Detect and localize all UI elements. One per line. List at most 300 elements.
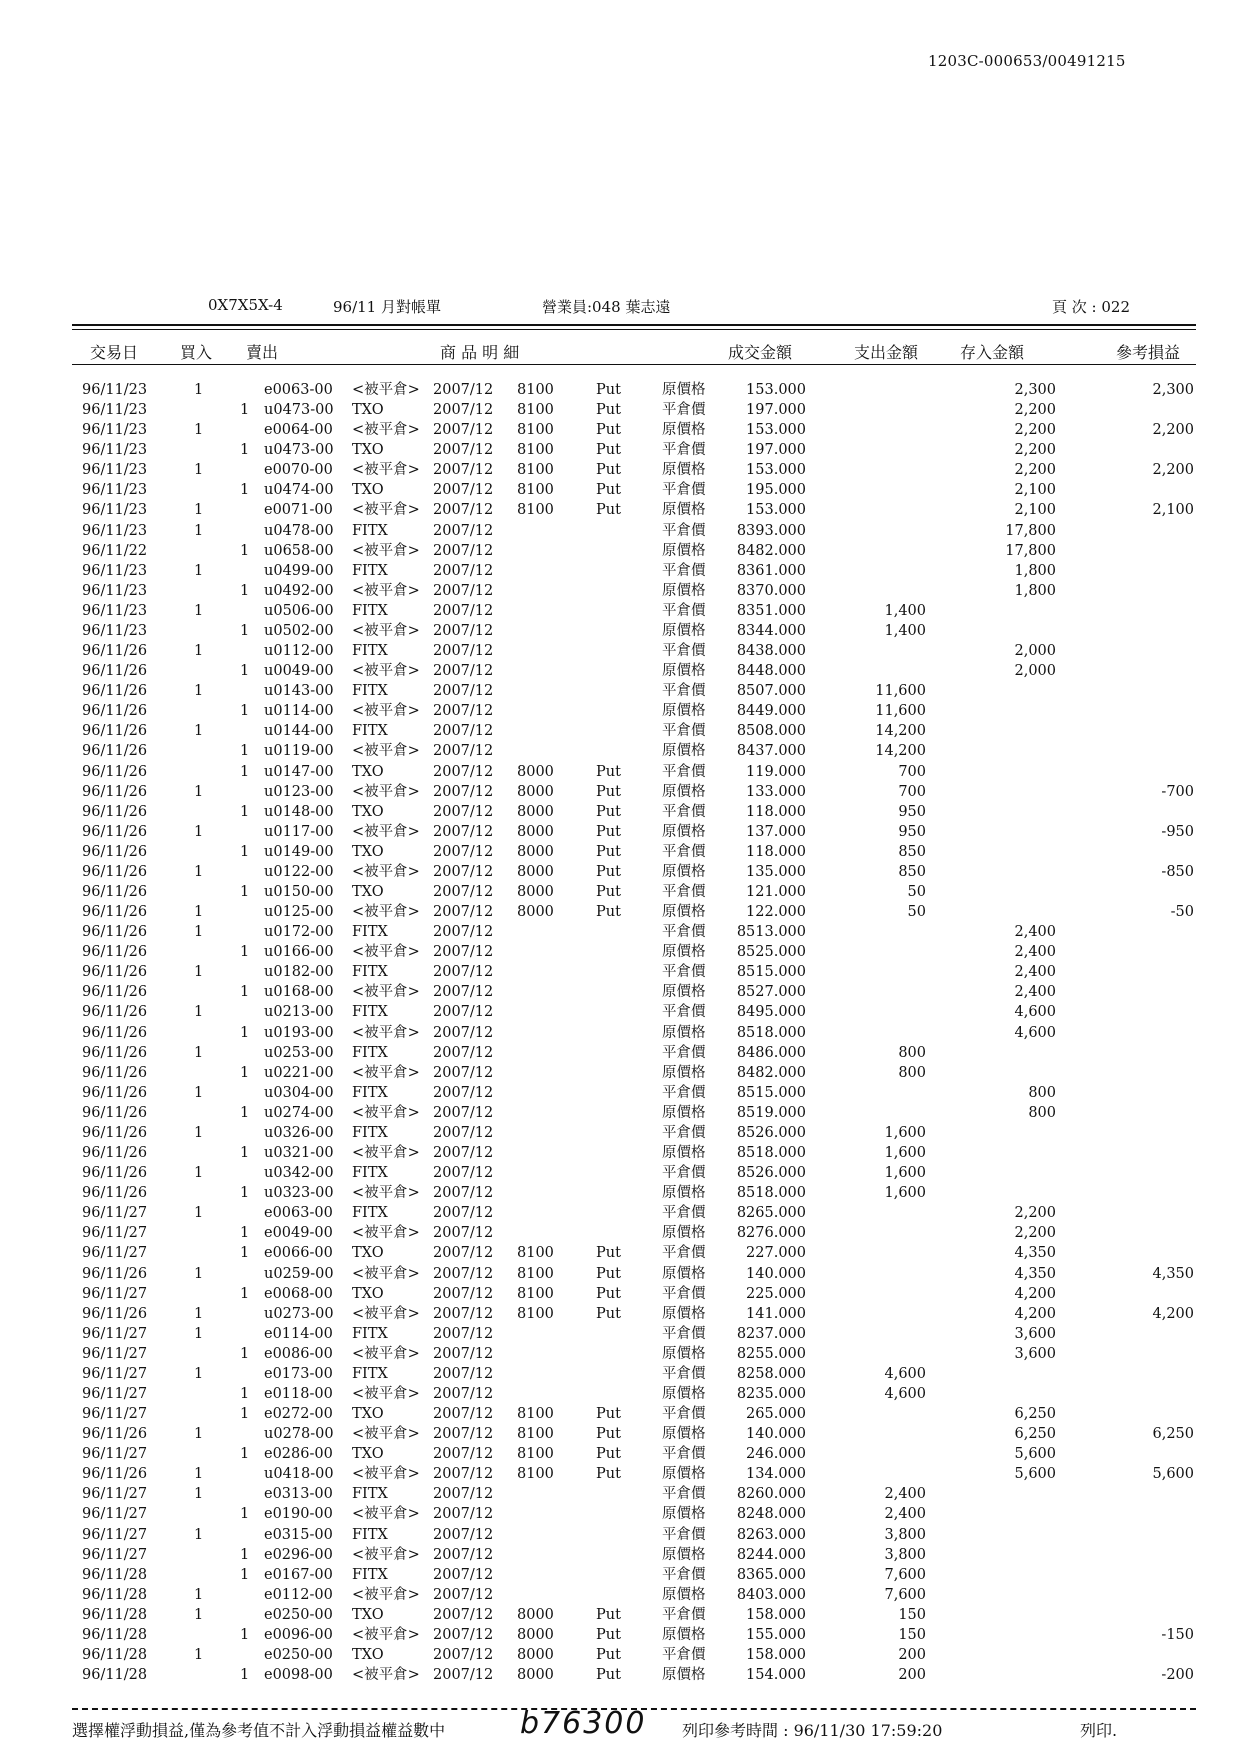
price-type: 原價格 [662, 1586, 706, 1603]
trade-date: 96/11/26 [82, 944, 148, 961]
buy-qty: 1 [194, 1426, 204, 1443]
trade-date: 96/11/23 [82, 522, 148, 539]
reference-pl: 2,100 [1152, 502, 1194, 519]
price-type: 平倉價 [662, 683, 706, 700]
trade-price: 195.000 [746, 482, 806, 499]
contract-month: 2007/12 [433, 1205, 494, 1222]
credit-amount: 2,200 [1014, 1225, 1056, 1242]
contract-month: 2007/12 [433, 582, 494, 599]
table-row [0, 440, 1241, 460]
put-call: Put [596, 1285, 621, 1302]
order-id: u0342-00 [264, 1165, 334, 1182]
trade-price: 141.000 [746, 1305, 806, 1322]
contract-month: 2007/12 [433, 924, 494, 941]
price-type: 原價格 [662, 382, 706, 398]
product: <被平倉> [352, 1064, 420, 1081]
order-id: u0150-00 [264, 884, 334, 900]
put-call: Put [596, 763, 621, 780]
price-type: 平倉價 [662, 1165, 706, 1182]
table-row [0, 1484, 1241, 1504]
product: <被平倉> [352, 984, 420, 1001]
product: TXO [352, 1606, 384, 1623]
price-type: 原價格 [662, 1667, 706, 1684]
put-call: Put [596, 382, 621, 398]
trade-price: 8344.000 [736, 622, 806, 639]
trade-date: 96/11/26 [82, 1084, 148, 1101]
table-row [0, 1304, 1241, 1324]
strike: 8000 [517, 863, 554, 880]
strike: 8000 [517, 763, 554, 780]
price-type: 原價格 [662, 1426, 706, 1443]
contract-month: 2007/12 [433, 1566, 494, 1583]
table-row [0, 1645, 1241, 1665]
product: <被平倉> [352, 823, 420, 840]
buy-qty: 1 [194, 904, 204, 921]
contract-month: 2007/12 [433, 562, 494, 579]
price-type: 原價格 [662, 502, 706, 519]
strike: 8100 [517, 1265, 554, 1282]
sell-qty: 1 [240, 1546, 250, 1563]
buy-qty: 1 [194, 1526, 204, 1543]
debit-amount: 14,200 [875, 723, 926, 740]
order-id: u0172-00 [264, 924, 334, 941]
product: <被平倉> [352, 462, 420, 479]
price-type: 原價格 [662, 984, 706, 1001]
put-call: Put [596, 1667, 621, 1684]
product: <被平倉> [352, 944, 420, 961]
sell-qty: 1 [240, 1024, 250, 1041]
table-row [0, 1023, 1241, 1043]
price-type: 原價格 [662, 1466, 706, 1483]
product: <被平倉> [352, 1626, 420, 1643]
product: TXO [352, 1647, 384, 1664]
product: <被平倉> [352, 703, 420, 720]
trade-date: 96/11/27 [82, 1486, 148, 1503]
product: TXO [352, 763, 384, 780]
price-type: 原價格 [662, 1506, 706, 1523]
trade-date: 96/11/26 [82, 723, 148, 740]
product: <被平倉> [352, 1667, 420, 1684]
table-row [0, 601, 1241, 621]
table-row [0, 862, 1241, 882]
contract-month: 2007/12 [433, 622, 494, 639]
table-row [0, 721, 1241, 741]
trade-price: 8515.000 [736, 964, 806, 981]
table-row [0, 1243, 1241, 1263]
order-id: u0473-00 [264, 402, 334, 419]
reference-pl: 4,200 [1152, 1305, 1194, 1322]
table-row [0, 1545, 1241, 1565]
contract-month: 2007/12 [433, 1586, 494, 1603]
header-rule-top [72, 324, 1196, 326]
trade-price: 8265.000 [736, 1205, 806, 1222]
debit-amount: 4,600 [884, 1365, 926, 1382]
trade-date: 96/11/26 [82, 964, 148, 981]
product: FITX [352, 1486, 388, 1503]
trade-date: 96/11/26 [82, 1265, 148, 1282]
buy-qty: 1 [194, 502, 204, 519]
table-row [0, 1183, 1241, 1203]
sell-qty: 1 [240, 743, 250, 760]
price-type: 平倉價 [662, 1446, 706, 1463]
credit-amount: 2,400 [1014, 944, 1056, 961]
debit-amount: 1,400 [884, 602, 926, 619]
price-type: 原價格 [662, 823, 706, 840]
trade-price: 8260.000 [736, 1486, 806, 1503]
product: TXO [352, 843, 384, 860]
contract-month: 2007/12 [433, 884, 494, 900]
trade-price: 153.000 [746, 382, 806, 398]
contract-month: 2007/12 [433, 1446, 494, 1463]
strike: 8000 [517, 1647, 554, 1664]
debit-amount: 11,600 [875, 703, 926, 720]
trade-price: 134.000 [746, 1466, 806, 1483]
product: FITX [352, 683, 388, 700]
buy-qty: 1 [194, 562, 204, 579]
trade-price: 8518.000 [736, 1145, 806, 1162]
sell-qty: 1 [240, 542, 250, 559]
trade-date: 96/11/26 [82, 1024, 148, 1041]
trade-price: 246.000 [746, 1446, 806, 1463]
debit-amount: 1,600 [884, 1165, 926, 1182]
product: <被平倉> [352, 1466, 420, 1483]
price-type: 平倉價 [662, 1365, 706, 1382]
order-id: e0086-00 [264, 1345, 333, 1362]
strike: 8100 [517, 1406, 554, 1423]
credit-amount: 4,600 [1014, 1024, 1056, 1041]
debit-amount: 950 [898, 803, 926, 820]
page-number: 頁 次 : 022 [1052, 298, 1130, 316]
buy-qty: 1 [194, 462, 204, 479]
trade-date: 96/11/26 [82, 843, 148, 860]
trade-price: 8258.000 [736, 1365, 806, 1382]
credit-amount: 6,250 [1014, 1426, 1056, 1443]
print-label: 列印. [1080, 1721, 1118, 1740]
strike: 8100 [517, 502, 554, 519]
strike: 8100 [517, 402, 554, 419]
trade-price: 155.000 [746, 1626, 806, 1643]
contract-month: 2007/12 [433, 1647, 494, 1664]
table-row [0, 982, 1241, 1002]
table-row [0, 922, 1241, 942]
strike: 8100 [517, 442, 554, 459]
trade-price: 154.000 [746, 1667, 806, 1684]
sell-qty: 1 [240, 884, 250, 900]
order-id: e0250-00 [264, 1647, 333, 1664]
order-id: u0499-00 [264, 562, 334, 579]
price-type: 原價格 [662, 904, 706, 921]
order-id: e0096-00 [264, 1626, 333, 1643]
order-id: u0658-00 [264, 542, 334, 559]
credit-amount: 1,800 [1014, 562, 1056, 579]
contract-month: 2007/12 [433, 482, 494, 499]
trade-price: 8526.000 [736, 1124, 806, 1141]
buy-qty: 1 [194, 1084, 204, 1101]
contract-month: 2007/12 [433, 522, 494, 539]
debit-amount: 1,400 [884, 622, 926, 639]
contract-month: 2007/12 [433, 1546, 494, 1563]
contract-month: 2007/12 [433, 1185, 494, 1202]
price-type: 原價格 [662, 1305, 706, 1322]
order-id: u0502-00 [264, 622, 334, 639]
product: <被平倉> [352, 1104, 420, 1121]
debit-amount: 1,600 [884, 1145, 926, 1162]
put-call: Put [596, 1446, 621, 1463]
table-row [0, 1504, 1241, 1524]
trade-date: 96/11/26 [82, 863, 148, 880]
debit-amount: 50 [907, 884, 926, 900]
sell-qty: 1 [240, 622, 250, 639]
sell-qty: 1 [240, 1104, 250, 1121]
order-id: e0173-00 [264, 1365, 333, 1382]
order-id: u0193-00 [264, 1024, 334, 1041]
trade-date: 96/11/26 [82, 984, 148, 1001]
contract-month: 2007/12 [433, 1165, 494, 1182]
trade-price: 8276.000 [736, 1225, 806, 1242]
trade-price: 122.000 [746, 904, 806, 921]
price-type: 平倉價 [662, 1205, 706, 1222]
contract-month: 2007/12 [433, 1406, 494, 1423]
table-row [0, 822, 1241, 842]
table-row [0, 420, 1241, 440]
price-type: 平倉價 [662, 924, 706, 941]
price-type: 平倉價 [662, 1526, 706, 1543]
reference-pl: 2,300 [1152, 382, 1194, 398]
put-call: Put [596, 783, 621, 800]
trade-price: 8403.000 [736, 1586, 806, 1603]
trade-price: 8361.000 [736, 562, 806, 579]
price-type: 平倉價 [662, 1124, 706, 1141]
statement-title: 96/11 月對帳單 [333, 298, 441, 316]
trade-date: 96/11/26 [82, 884, 148, 900]
contract-month: 2007/12 [433, 743, 494, 760]
trade-date: 96/11/26 [82, 1064, 148, 1081]
order-id: u0304-00 [264, 1084, 334, 1101]
trade-date: 96/11/23 [82, 582, 148, 599]
trade-price: 118.000 [746, 843, 806, 860]
contract-month: 2007/12 [433, 542, 494, 559]
trade-date: 96/11/27 [82, 1285, 148, 1302]
order-id: u0148-00 [264, 803, 334, 820]
table-row [0, 1444, 1241, 1464]
order-id: u0473-00 [264, 442, 334, 459]
order-id: u0122-00 [264, 863, 334, 880]
contract-month: 2007/12 [433, 1486, 494, 1503]
order-id: u0221-00 [264, 1064, 334, 1081]
sell-qty: 1 [240, 803, 250, 820]
product: <被平倉> [352, 1586, 420, 1603]
sell-qty: 1 [240, 1145, 250, 1162]
price-type: 平倉價 [662, 643, 706, 660]
trade-price: 118.000 [746, 803, 806, 820]
order-id: u0112-00 [264, 643, 334, 660]
trade-price: 197.000 [746, 402, 806, 419]
order-id: u0274-00 [264, 1104, 334, 1121]
credit-amount: 2,200 [1014, 442, 1056, 459]
product: FITX [352, 1165, 388, 1182]
put-call: Put [596, 1606, 621, 1623]
table-row [0, 681, 1241, 701]
contract-month: 2007/12 [433, 763, 494, 780]
trade-date: 96/11/26 [82, 1466, 148, 1483]
credit-amount: 3,600 [1014, 1345, 1056, 1362]
table-row [0, 741, 1241, 761]
put-call: Put [596, 462, 621, 479]
price-type: 平倉價 [662, 1406, 706, 1423]
table-row [0, 641, 1241, 661]
trade-price: 8255.000 [736, 1345, 806, 1362]
table-row [0, 1223, 1241, 1243]
contract-month: 2007/12 [433, 1004, 494, 1021]
price-type: 平倉價 [662, 1084, 706, 1101]
table-row [0, 942, 1241, 962]
contract-month: 2007/12 [433, 1426, 494, 1443]
strike: 8100 [517, 382, 554, 398]
buy-qty: 1 [194, 723, 204, 740]
buy-qty: 1 [194, 422, 204, 439]
table-row [0, 1264, 1241, 1284]
trade-date: 96/11/23 [82, 482, 148, 499]
debit-amount: 11,600 [875, 683, 926, 700]
buy-qty: 1 [194, 1365, 204, 1382]
table-row [0, 1464, 1241, 1484]
price-type: 平倉價 [662, 442, 706, 459]
contract-month: 2007/12 [433, 422, 494, 439]
price-type: 原價格 [662, 1345, 706, 1362]
credit-amount: 2,200 [1014, 1205, 1056, 1222]
sell-qty: 1 [240, 663, 250, 680]
trade-date: 96/11/28 [82, 1586, 148, 1603]
buy-qty: 1 [194, 1586, 204, 1603]
put-call: Put [596, 442, 621, 459]
table-row [0, 882, 1241, 902]
trade-price: 8527.000 [736, 984, 806, 1001]
credit-amount: 2,400 [1014, 924, 1056, 941]
trade-price: 119.000 [746, 763, 806, 780]
contract-month: 2007/12 [433, 823, 494, 840]
price-type: 平倉價 [662, 884, 706, 900]
table-row [0, 460, 1241, 480]
trade-date: 96/11/28 [82, 1667, 148, 1684]
trade-price: 8248.000 [736, 1506, 806, 1523]
trade-price: 8513.000 [736, 924, 806, 941]
sell-qty: 1 [240, 1406, 250, 1423]
strike: 8000 [517, 904, 554, 921]
contract-month: 2007/12 [433, 1667, 494, 1684]
order-id: u0117-00 [264, 823, 334, 840]
reference-pl: 4,350 [1152, 1265, 1194, 1282]
credit-amount: 17,800 [1005, 522, 1056, 539]
sell-qty: 1 [240, 1185, 250, 1202]
product: <被平倉> [352, 1145, 420, 1162]
account-number: 0X7X5X-4 [208, 296, 283, 314]
buy-qty: 1 [194, 1165, 204, 1182]
sell-qty: 1 [240, 944, 250, 961]
table-row [0, 480, 1241, 500]
trade-date: 96/11/27 [82, 1245, 148, 1262]
sell-qty: 1 [240, 442, 250, 459]
credit-amount: 4,350 [1014, 1265, 1056, 1282]
trade-price: 153.000 [746, 502, 806, 519]
buy-qty: 1 [194, 863, 204, 880]
sell-qty: 1 [240, 763, 250, 780]
trade-date: 96/11/26 [82, 743, 148, 760]
contract-month: 2007/12 [433, 1225, 494, 1242]
contract-month: 2007/12 [433, 703, 494, 720]
order-id: e0049-00 [264, 1225, 333, 1242]
strike: 8100 [517, 1245, 554, 1262]
reference-pl: -850 [1161, 863, 1194, 880]
buy-qty: 1 [194, 1004, 204, 1021]
sell-qty: 1 [240, 1285, 250, 1302]
debit-amount: 200 [898, 1667, 926, 1684]
price-type: 平倉價 [662, 1486, 706, 1503]
table-row [0, 802, 1241, 822]
product: FITX [352, 1566, 388, 1583]
product: <被平倉> [352, 622, 420, 639]
order-id: e0071-00 [264, 502, 333, 519]
contract-month: 2007/12 [433, 1124, 494, 1141]
price-type: 原價格 [662, 1546, 706, 1563]
put-call: Put [596, 884, 621, 900]
debit-amount: 4,600 [884, 1386, 926, 1402]
reference-pl: 5,600 [1152, 1466, 1194, 1483]
price-type: 平倉價 [662, 562, 706, 579]
table-row [0, 1344, 1241, 1364]
debit-amount: 2,400 [884, 1486, 926, 1503]
product: FITX [352, 522, 388, 539]
price-type: 原價格 [662, 703, 706, 720]
contract-month: 2007/12 [433, 723, 494, 740]
sell-qty: 1 [240, 1566, 250, 1583]
trade-date: 96/11/27 [82, 1225, 148, 1242]
credit-amount: 2,000 [1014, 663, 1056, 680]
product: TXO [352, 803, 384, 820]
contract-month: 2007/12 [433, 1044, 494, 1061]
footer-note: 選擇權浮動損益,僅為參考值不計入浮動損益權益數中 [72, 1721, 446, 1740]
product: FITX [352, 723, 388, 740]
product: <被平倉> [352, 783, 420, 800]
order-id: e0315-00 [264, 1526, 333, 1543]
sell-qty: 1 [240, 482, 250, 499]
debit-amount: 850 [898, 863, 926, 880]
credit-amount: 2,200 [1014, 402, 1056, 419]
col-out: 支出金額 [854, 343, 919, 362]
debit-amount: 800 [898, 1064, 926, 1081]
table-row [0, 1203, 1241, 1223]
product: FITX [352, 562, 388, 579]
strike: 8000 [517, 1667, 554, 1684]
col-amount: 成交金額 [728, 343, 793, 362]
price-type: 原價格 [662, 542, 706, 559]
trade-price: 8482.000 [736, 1064, 806, 1081]
contract-month: 2007/12 [433, 904, 494, 921]
debit-amount: 850 [898, 843, 926, 860]
credit-amount: 3,600 [1014, 1325, 1056, 1342]
debit-amount: 150 [898, 1626, 926, 1643]
price-type: 原價格 [662, 1024, 706, 1041]
order-id: e0070-00 [264, 462, 333, 479]
strike: 8100 [517, 1285, 554, 1302]
buy-qty: 1 [194, 783, 204, 800]
trade-date: 96/11/26 [82, 823, 148, 840]
reference-pl: -50 [1170, 904, 1194, 921]
product: <被平倉> [352, 1546, 420, 1563]
strike: 8100 [517, 1305, 554, 1322]
table-row [0, 380, 1241, 400]
order-id: u0166-00 [264, 944, 334, 961]
price-type: 平倉價 [662, 522, 706, 539]
